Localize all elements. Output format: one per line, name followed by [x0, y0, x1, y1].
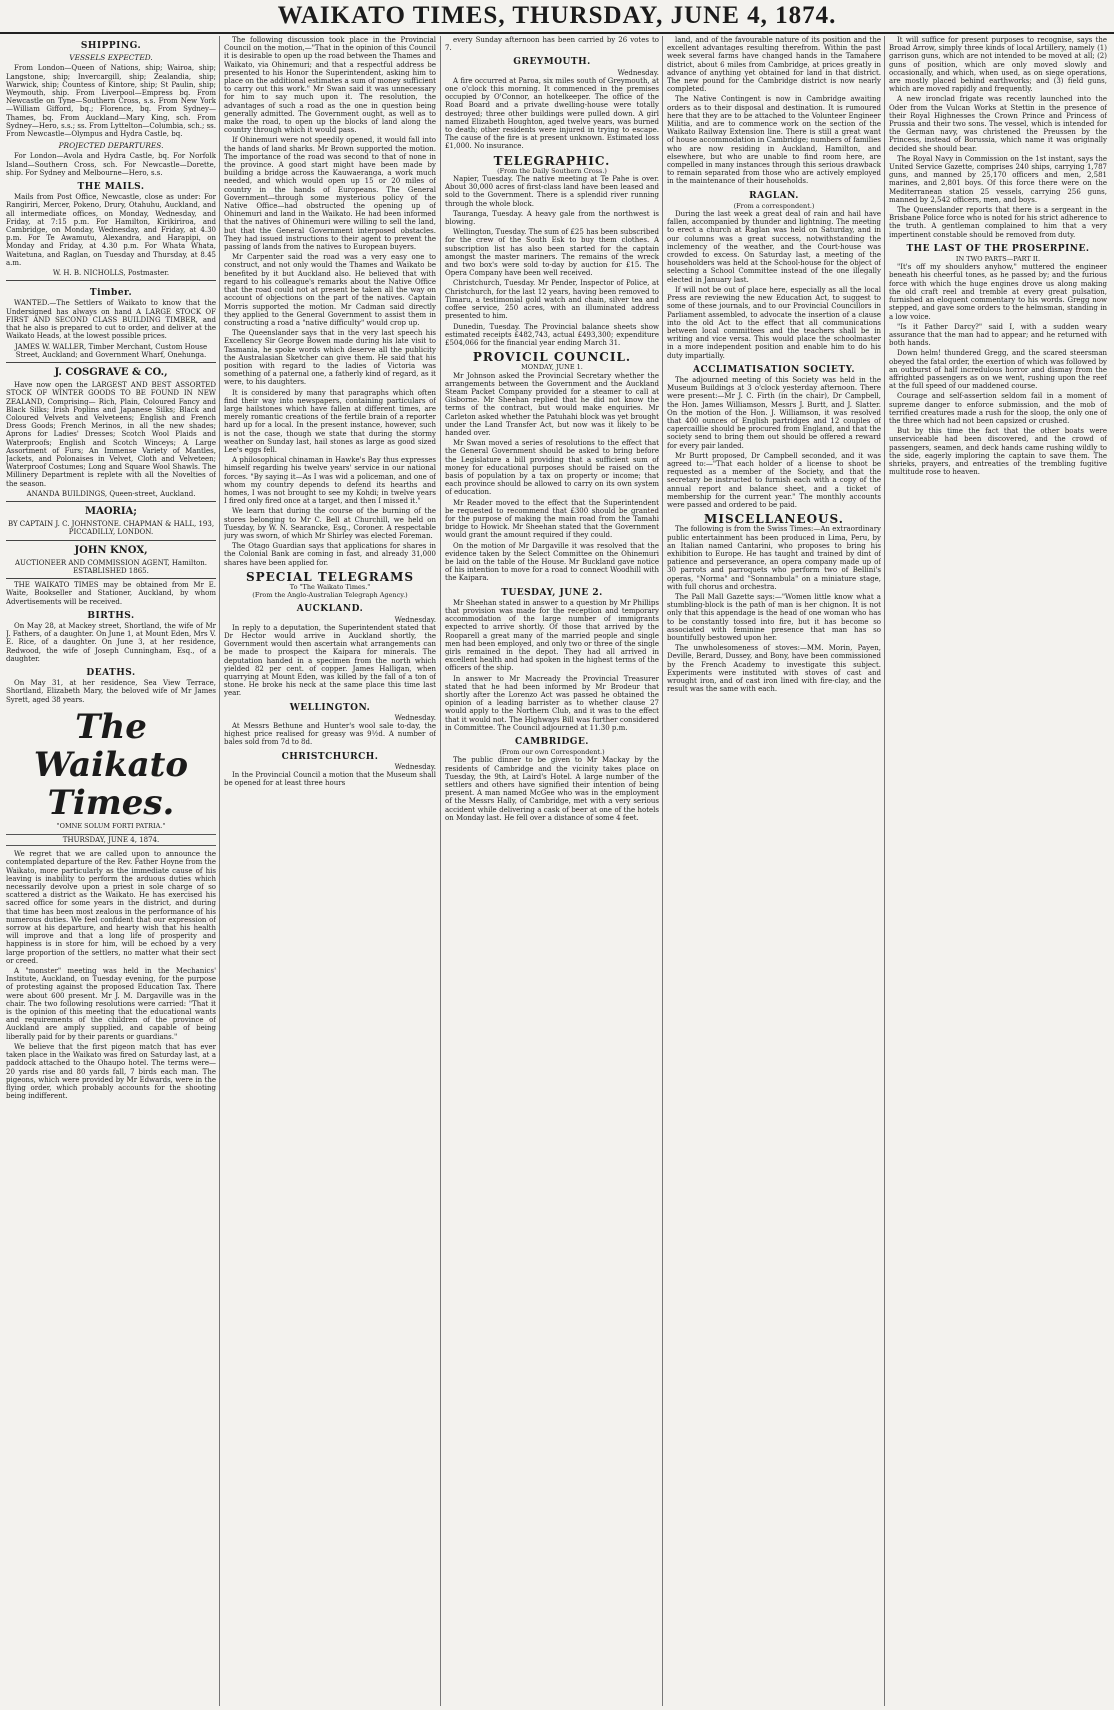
proserpine-text: "It's off my shoulders anyhow," muttered the engineer beneath his cheerful tones, as he passed by; and the furious force with which the huge engines drove us along making the old craft reel and tremble at every great pulsation, furnished an eloquent commentary to his words. Gregg now stepped, and gave some orders to the helmsman, standing in a low voice.: [889, 263, 1107, 321]
news-para-5: It is considered by many that paragraphs which often find their way into newspapers, containing particulars of large hailstones which have fallen at different times, are merely romantic creations of the fertile brain of a reporter hard up for a local. In the present instance, however, such is not the case, though we state that during the stormy weather on Sunday last, hail stones as large as good sized Lee's eggs fell.: [224, 388, 436, 454]
column-divider: [219, 36, 220, 1706]
col5-intro: It will suffice for present purposes to recognise, says the Broad Arrow, simply three kinds of local Artillery, namely (1) garrison guns, which are not intended to be moved at all; (2) guns of position, which are only moved slowly and occasionally, and which, when used, as on siege operations, are mostly placed behind earthworks; and (3) field guns, which are moved rapidly and frequently.: [889, 36, 1107, 94]
misc-text-2: The Pall Mall Gazette says:—"Women little know what a stumbling-block is the path of man is her chignon. It is not only that this appendage is the head of one woman who has to be constantly tossed into fire, but it has become so associated with feminine presence that man has so bountifully bestowed upon her.: [667, 593, 881, 643]
wellington-text: At Messrs Bethune and Hunter's wool sale to-day, the highest price realised for greasy was 9½d. A number of bales sold from 7d to 8d.: [224, 722, 436, 747]
news-para-8: The Otago Guardian says that applications for shares in the Colonial Bank are coming in fast, and already 31,000 shares have been applied for.: [224, 542, 436, 567]
column-divider: [884, 36, 885, 1706]
misc-text-3: The unwholesomeness of stoves:—MM. Morin, Payen, Deville, Berard, Dussey, and Bony, have been commissioned by the French Academy to investigate this subject. Experiments were instituted with stoves of cast and wrought iron, and of cast iron lined with fire-clay, and the result was the same with each.: [667, 644, 881, 694]
miscellaneous-heading: MISCELLANEOUS.: [704, 512, 844, 527]
timber-sign: JAMES W. WALLER, Timber Merchant, Custom House Street, Auckland; and Government Wharf, Onehunga.: [14, 342, 208, 359]
mails-text: Mails from Post Office, Newcastle, close as under: For Rangiriri, Mercer, Pokeno, Drury, Otahuhu, Auckland, and all intermediate offices, on Monday, Wednesday, and Friday, at 7:15 p.m. For Hamilton, Kirikiriroa, and Cambridge, on Monday, Wednesday, and Friday, at 4.30 p.m. For Te Awamutu, Alexandra, and Harapipi, on Monday and Friday, at 4.30 p.m. For Whata Whata, Waitetuna, and Raglan, on Tuesday and Thursday, at 8.45 a.m.: [6, 193, 216, 267]
timber-text: WANTED.—The Settlers of Waikato to know that the Undersigned has always on hand A LARGE STOCK OF FIRST AND SECOND CLASS BUILDING TIMBER, and that he also is prepared to cut to order, and deliver at the Waikato Heads, at the lowest possible prices.: [6, 299, 216, 341]
greymouth-day: Wednesday.: [617, 68, 659, 77]
acclimatisation-heading: ACCLIMATISATION SOCIETY.: [693, 364, 855, 375]
column-divider: [662, 36, 663, 1706]
paper-title-block: [6, 708, 216, 830]
provicil-heading: PROVICIL COUNCIL.: [472, 350, 632, 365]
council-para-3: Mr Carpenter said the road was a very easy one to construct, and not only would the Thames and Waikato be benefited by it but Auckland also. He believed that with regard to his colleague's remarks about the Native Office that the road could not at present be taken all the way on account of objections on the part of the natives. Captain Morris supported the motion. Mr Cadman said directly they applied to the General Government to assist them in constructing a road a "native difficulty" would crop up.: [224, 253, 436, 327]
proserpine-text-5: But by this time the fact that the other boats were unserviceable had been discovered, and the crowd of passengers, seamen, and deck hands came rushing wildly to the side, eagerly imploring the captain to save them. The shrieks, prayers, and entreaties of the trembling fugitive multitude rose to heaven.: [889, 427, 1107, 477]
tauranga-text: Tauranga, Tuesday. A heavy gale from the northwest is blowing.: [445, 209, 659, 227]
projected-heading: PROJECTED DEPARTURES.: [58, 141, 164, 151]
christchurch-text: In the Provincial Council a motion that the Museum shall be opened for at least three hours: [224, 771, 436, 788]
mails-sign: W. H. B. NICHOLLS, Postmaster.: [52, 269, 170, 278]
knox-ad: [6, 540, 216, 576]
knox-text: AUCTIONEER AND COMMISSION AGENT, Hamilton. ESTABLISHED 1865.: [15, 558, 207, 575]
shipping-heading: SHIPPING.: [80, 41, 142, 51]
cambridge-heading: CAMBRIDGE.: [515, 737, 589, 748]
christchurch-telegraph-text: Christchurch, Tuesday. Mr Pender, Inspector of Police, at Christchurch, for the last 12 years, having been removed to Timaru, a testimonial gold watch and chain, silver tea and coffee service, 250 acres, with an illuminated address presented to him.: [445, 279, 659, 321]
raglan-sub: (From a correspondent.): [733, 201, 815, 210]
maoria-ad: [6, 501, 216, 537]
misc-text: The following is from the Swiss Times:—An extraordinary public entertainment has been produced in Lima, Peru, by an Italian named Cantarini, who proposes to bring his exhibition to Europe. He has taught and trained by dint of patience and perseverance, an opera company made up of 30 parrots and parroquets who perform two of Bellini's operas, "Norma" and "Sonnambula" on a miniature stage, with full chorus and orchestra.: [667, 525, 881, 591]
cosgrave-text: Have now open the LARGEST AND BEST ASSORTED STOCK OF WINTER GOODS TO BE FOUND IN NEW ZEALAND, Comprising— Rich, Plain, Coloured Fancy and Black Silks; Irish Poplins and Japanese Silks; Black and Coloured Velvets and Velveteens; English and French Dress Goods; French Merinos, in all the new shades; Aprons for Ladies' Dresses; Scotch Wool Plaids and Waterproofs; English and Scotch Winceys; A Large Assortment of Furs; An Immense Variety of Mantles, Jackets, and Polonaises in Velvet, Cloth and Velveteen; Waterproof Costumes; Long and Square Wool Shawls. The Millinery Department is replete with all the Novelties of the season.: [6, 381, 216, 488]
cosgrave-ad: [6, 362, 216, 498]
agent-notice: [6, 578, 216, 606]
column-3: [445, 36, 659, 1706]
proserpine-text-4: Courage and self-assertion seldom fail in a moment of supreme danger to enforce submission, and the mob of terrified creatures made a rush for the sloop, the only one of the three which had not been capsized or crushed.: [889, 392, 1107, 425]
col4-para-2: The Native Contingent is now in Cambridge awaiting orders as to their disposal and destination. It is rumoured here that they are to be attached to the Volunteer Engineer Militia, and are to commence work on the section of the Waikato Railway Extension line. There is still a great want of house accommodation in Cambridge; numbers of families who are now residing in Auckland, Hamilton, and elsewhere, but who are unable to find room here, are compelled in many instances through this serious drawback to remain separated from those who are actively employed in the maintenance of their households.: [667, 95, 881, 186]
births-heading: BIRTHS.: [87, 610, 135, 621]
special-telegrams-heading: SPECIAL TELEGRAMS: [245, 569, 415, 584]
editorial-2: A "monster" meeting was held in the Mechanics' Institute, Auckland, on Tuesday evening, for the purpose of protesting against the proposed Education Tax. There were about 600 present. Mr J. M. Dargaville was in the chair. The two following resolutions were carried: "That it is the opinion of this meeting that the educational wants and requirements of the children of the province of Auckland are amply supplied, and capable of being liberally paid for by their parents or guardians.": [6, 967, 216, 1041]
knox-heading: JOHN KNOX,: [74, 544, 148, 556]
wellington-heading: WELLINGTON.: [289, 702, 371, 713]
col5-para-4: The Queenslander reports that there is a sergeant in the Brisbane Police force who is noted for his strict adherence to the truth. A gentleman complained to him that a very impertinent constable should be removed from duty.: [889, 206, 1107, 239]
projected-text: For London—Avola and Hydra Castle, bq. For Norfolk Island—Southern Cross, sch. For Newcastle—Dorette, ship. For Sydney and Melbourne—Hero, s.s.: [6, 152, 216, 177]
news-para-7: We learn that during the course of the burning of the stores belonging to Mr C. Bell at Churchill, we held on Tuesday, by W. N. Searancke, Esq., Coroner. A respectable jury was sworn, of which Mr Shirley was elected Foreman.: [224, 507, 436, 540]
news-para-4: The Queenslander says that in the very last speech his Excellency Sir George Bowen made during his late visit to Tasmania, he spoke words which deserve all the publicity the Australasian Sketcher can give them. He said that his position with regard to the ladies of Victoria was something of a paternal one, a fatherly kind of regard, as it were, to his daughters.: [224, 329, 436, 387]
acclimatisation-text-2: Mr Burtt proposed, Dr Campbell seconded, and it was agreed to:—"That each holder of a license to shoot be requested as a member of the Society, and that the secretary be instructed to furnish each with a copy of the annual report and balance sheet, and a ticket of membership for the current year." The monthly accounts were passed and ordered to be paid.: [667, 451, 881, 509]
council-discussion: The following discussion took place in the Provincial Council on the motion,—"That in the opinion of this Council it is desirable to open up the road between the Thames and Waikato, via Ohinemuri; and that a respectful address be presented to his Honor the Superintendent, asking him to place on the additional estimates a sum of money sufficient to carry out this work." Mr Swan said it was unnecessary for him to say much upon it. The resolution, the advantages of such a road as the one in question being generally admitted. The Government ought, as well as to make the road, to open up the blocks of land along the country through which it would pass.: [224, 36, 436, 135]
cosgrave-heading: J. COSGRAVE & CO.,: [54, 366, 168, 378]
deaths-text: On May 31, at her residence, Sea View Terrace, Shortland, Elizabeth Mary, the beloved wife of Mr James Syrett, aged 38 years.: [6, 679, 216, 704]
editorial-3: We believe that the first pigeon match that has ever taken place in the Waikato was fired on Saturday last, at a paddock attached to the Ohaupo hotel. The terms were—20 yards rise and 80 yards fall, 7 birds each man. The pigeons, which were provided by Mr Edwards, were in the flying order, which probably accounts for the shooting being indifferent.: [6, 1042, 216, 1101]
news-para-6: A philosophical chinaman in Hawke's Bay thus expresses himself regarding his twelve years' service in our national forces. "By saying it—As I was wid a policeman, and one of whom my country depends to defend its hearths and homes, I was not brought to see my Kohdi; in twelve years I fired only fired once at a target, and then I missed it.": [224, 456, 436, 506]
timber-ad: [6, 280, 216, 359]
telegraphic-sub: (From the Daily Southern Cross.): [497, 166, 607, 175]
vessels-text: From London—Queen of Nations, ship; Wairoa, ship; Langstone, ship; Invercargill, ship; Zealandia, ship; Warwick, ship; Countess of Kintore, ship; St Paulin, ship; Weymouth, ship. From Liverpool—Empress bq. From Newcastle on Tyne—Southern Cross, s.s. From New York—William Gifford, bq.; Florence, bq. From Sydney—Thames, bq. From Auckland—Mary King, sch. From Sydney—Hero, s.s.; ss. From Lyttelton—Columbia, sch.; ss. From Newcastle—Olympus and Hydra Castle, bq.: [6, 64, 216, 139]
raglan-text-2: If will not be out of place here, especially as all the local Press are reviewing the new Education Act, to suggest to some of these journals, and to our Provincial Councillors in Parliament assembled, to advocate the insertion of a clause into the old Act to the effect that all communications between local committees and the teachers shall be in writing and vice versa. This would place the schoolmaster in a more independent position and enable him to do his duty impartially.: [667, 285, 881, 360]
tuesday-heading: TUESDAY, JUNE 2.: [501, 587, 603, 598]
telegrams-sub: To "The Waikato Times.": [289, 583, 371, 591]
column-1: [6, 36, 216, 1706]
mails-heading: THE MAILS.: [77, 182, 145, 193]
column-5: [889, 36, 1107, 1706]
tuesday-text: Mr Sheehan stated in answer to a question by Mr Phillips that provision was made for the reception and temporary accommodation of the large number of immigrants expected to arrive shortly. Of those that arrived by the Rooparell a great many of the married people and single men had been employed, and only two or three of the single girls remained in the depot. They had all arrived in excellent health and had spoken in the highest terms of the officers of the ship.: [445, 598, 659, 673]
motto: "OMNE SOLUM FORTI PATRIA.": [56, 821, 166, 830]
proserpine-text-3: Down helm! thundered Gregg, and the scared steersman obeyed the fatal order, the exertion of which was followed by an outburst of half incredulous horror and dismay from the affrighted passengers as on we went, rushing upon the reef at the full speed of our maddened course.: [889, 349, 1107, 391]
provicil-text: Mr Johnson asked the Provincial Secretary whether the arrangements between the Government and the Auckland Steam Packet Company provided for a steamer to call at Gisborne. Mr Sheehan replied that he did not know the terms of the contract, but would make enquiries. Mr Carleton asked whether the Patuhahi block was yet brought under the Land Transfer Act, but now was it likely to be handed over.: [445, 371, 659, 437]
greymouth-heading: GREYMOUTH.: [513, 57, 591, 68]
column-2: [224, 36, 436, 1706]
col4-intro: land, and of the favourable nature of its position and the excellent advantages resulting therefrom. Within the past week several farms have changed hands in the Tamahere district, about 6 miles from Cambridge, at prices greatly in advance of anything yet obtained for land in that district. The new pound for the Cambridge district is now nearly completed.: [667, 36, 881, 94]
births-text: On May 28, at Mackey street, Shortland, the wife of Mr J. Fathers, of a daughter. On June 1, at Mount Eden, Mrs V. E. Rice, of a daughter. On June 3, at her residence, Redwood, the wife of Joseph Cunningham, Esq., of a daughter.: [6, 621, 216, 663]
col5-para-2: A new ironclad frigate was recently launched into the Oder from the Vulcan Works at Stettin in the presence of their Royal Highnesses the Crown Prince and Princess of Prussia and their two sons. The vessel, which is intended for the German navy, was christened the Preussen by the Princess, instead of Borussia, which name it was originally decided she should bear.: [889, 95, 1107, 153]
deaths-heading: DEATHS.: [86, 668, 136, 678]
acclimatisation-text: The adjourned meeting of this Society was held in the Museum Buildings at 3 o'clock yesterday afternoon. There were present:—Mr J. C. Firth (in the chair), Dr Campbell, the Hon. James Williamson, Messrs J. Burtt, and J. Slatter. On the motion of the Hon. J. Williamson, it was resolved that 400 ounces of English partridges and 12 couples of capercaillie should be procured from England, and that the society send to bring them out should be offered a reward for every pair landed.: [667, 375, 881, 450]
provicil-text-4: On the motion of Mr Dargaville it was resolved that the evidence taken by the Select Committee on the Ohinemuri be laid on the table of the House. Mr Buckland gave notice of his intention to move for a road to connect Woodhill with the Kaipara.: [445, 541, 659, 583]
greymouth-text: A fire occurred at Paroa, six miles south of Greymouth, at one o'clock this morning. It commenced in the premises occupied by O'Connor, an hotelkeeper. The office of the Road Board and a private dwelling-house were totally destroyed; three other buildings were pulled down. A girl named Elizabeth Houghton, aged twelve years, was burned to death; other residents were injured in trying to escape. The cause of the fire is at present unknown. Estimated loss £1,000. No insurance.: [445, 76, 659, 151]
col3-intro: every Sunday afternoon has been carried by 26 votes to 7.: [445, 36, 659, 53]
proserpine-text-2: "Is it Father Darcy?" said I, with a sudden weary assurance that the man had to appear; and he returned with both hands.: [889, 322, 1107, 348]
col5-para-3: The Royal Navy in Commission on the 1st instant, says the United Service Gazette, comprises 240 ships, carrying 1,787 guns, and manned by 25,170 officers and men, 2,581 marines, and 2,801 boys. Of this force there were on the Mediterranean station 25 vessels, carrying 256 guns, manned by 2,542 officers, men, and boys.: [889, 154, 1107, 204]
vessels-heading: VESSELS EXPECTED.: [69, 53, 153, 63]
masthead-rule: [0, 32, 1114, 34]
napier-text: Napier, Tuesday. The native meeting at Te Pahe is over. About 30,000 acres of first-class land have been leased and sold to the Government. There is a splendid river running through the whole block.: [445, 175, 659, 208]
raglan-heading: RAGLAN.: [749, 190, 799, 201]
timber-heading: Timber.: [89, 288, 133, 299]
auckland-heading: AUCKLAND.: [296, 604, 364, 615]
masthead: WAIKATO TIMES, THURSDAY, JUNE 4, 1874.: [277, 2, 837, 29]
ananda-buildings: ANANDA BUILDINGS, Queen-street, Auckland.: [26, 489, 196, 498]
telegrams-agency: (From the Anglo-Australian Telegraph Agency.): [252, 591, 408, 600]
cambridge-text: The public dinner to be given to Mr Mackay by the residents of Cambridge and the vicinity takes place on Tuesday, the 9th, at Laird's Hotel. A large number of the settlers and others have signified their intention of being present. A man named McGee who was in the employment of the Messrs Hally, of Cambridge, met with a very serious accident while delivering a cask of beer at one of the hotels on Monday last. He fell over a distance of some 4 feet.: [445, 756, 659, 822]
auckland-day: Wednesday.: [394, 615, 436, 624]
christchurch-heading: CHRISTCHURCH.: [281, 751, 379, 762]
maoria-heading: MAORIA;: [85, 505, 137, 517]
dateline: THURSDAY, JUNE 4, 1874.: [6, 834, 216, 846]
tuesday-text-2: In answer to Mr Macready the Provincial Treasurer stated that he had been informed by Mr Brodeur that shortly after the Lorenzo Act was passed he obtained the opinion of a leading barrister as to whether clause 27 would apply to the Northern Club, and it was to the effect that it would not. The Highways Bill was further considered in Committee. The Council adjourned at 11.30 p.m.: [445, 674, 659, 732]
provicil-text-3: Mr Reader moved to the effect that the Superintendent be requested to recommend that £300 should be granted for the purpose of making the main road from the Tamahi bridge to Howick. Mr Sheehan stated that the Government would grant the amount required if they could.: [445, 498, 659, 540]
proserpine-heading: THE LAST OF THE PROSERPINE.: [906, 243, 1090, 254]
provicil-text-2: Mr Swan moved a series of resolutions to the effect that the General Government should be asked to bring before the Legislature a bill providing that a sufficient sum of money for educational purposes should be raised on the basis of population by a tax on property or income; that each province should be allowed to carry on its own system of education.: [445, 439, 659, 497]
dunedin-text: Dunedin, Tuesday. The Provincial balance sheets show estimated receipts £482,743, actual £493,300; expenditure £504,066 for the financial year ending March 31.: [445, 322, 659, 347]
agent-text: THE WAIKATO TIMES may be obtained from Mr E. Waite, Bookseller and Stationer, Auckland, by whom Advertisements will be received.: [6, 581, 216, 606]
proserpine-sub: IN TWO PARTS—PART II.: [955, 255, 1041, 264]
column-4: [667, 36, 881, 1706]
column-divider: [440, 36, 441, 1706]
paper-title: The Waikato Times.: [33, 706, 189, 823]
raglan-text: During the last week a great deal of rain and hail have fallen, accompanied by thunder and lightning. The meeting to erect a church at Raglan was held on Saturday, and in our columns was a great success, notwithstanding the inclemency of the weather, and the Court-house was crowded to excess. On Saturday last, a meeting of the householders was held at the School-house for the object of selecting a School Committee instead of the one illegally elected in January last.: [667, 210, 881, 284]
maoria-text: BY CAPTAIN J. C. JOHNSTONE. CHAPMAN & HALL, 193, PICCADILLY, LONDON.: [7, 520, 215, 537]
telegraphic-heading: TELEGRAPHIC.: [493, 153, 611, 168]
wellington-day: Wednesday.: [394, 713, 436, 722]
editorial-1: We regret that we are called upon to announce the contemplated departure of the Rev. Father Hoyne from the Waikato, more particularly as the immediate cause of his leaving is inability to perform the arduous duties which necessarily devolve upon a priest in sole charge of so scattered a district as the Waikato. He has exercised his sacred office for some years in the district, and during that time has been most zealous in the performance of his numerous duties. We feel confident that our expression of sorrow at his departure, and hearty wish that his health will improve and that a long life of prosperity and happiness is in store for him, will be echoed by a very large proportion of the settlers, no matter what their sect or creed.: [6, 850, 216, 965]
cambridge-sub: (From our own Correspondent.): [499, 748, 605, 757]
provicil-sub: MONDAY, JUNE 1.: [521, 363, 583, 372]
christchurch-day: Wednesday.: [394, 762, 436, 771]
council-para-2: If Ohinemuri were not speedily opened, it would fall into the hands of land sharks. Mr Brown supported the motion. The importance of the road was second to that of none in the province. A good start might have been made by building a bridge across the Kauwaeranga, a work much needed, and which would open up 15 or 20 miles of country in the hands of Europeans. The General Government—through some mysterious policy of the Native Office—had obstructed the opening up of Ohinemuri and land in the Waikato. He had been informed that the natives of Ohinemuri were willing to sell the land, but that the General Government interposed obstacles. They had issued instructions to their agent to prevent the passing of lands from the natives to European buyers.: [224, 136, 436, 252]
auckland-text: In reply to a deputation, the Superintendent stated that Dr Hector would arrive in Auckland shortly, the Government would then ascertain what arrangements can be made to prospect the Kaipara for minerals. The deputation handed in a specimen from the north which yielded 82 per cent. of copper. James Halligan, when quarrying at Mount Eden, was killed by the fall of a ton of stone. He broke his neck at the same place this time last year.: [224, 623, 436, 698]
wellington-telegraph-text: Wellington, Tuesday. The sum of £25 has been subscribed for the crew of the South Esk to buy them clothes. A subscription list has also been started for the captain amongst the master mariners. The remains of the wreck and two box's were sold to-day by auction for £15. The Opera Company have been well received.: [445, 228, 659, 278]
